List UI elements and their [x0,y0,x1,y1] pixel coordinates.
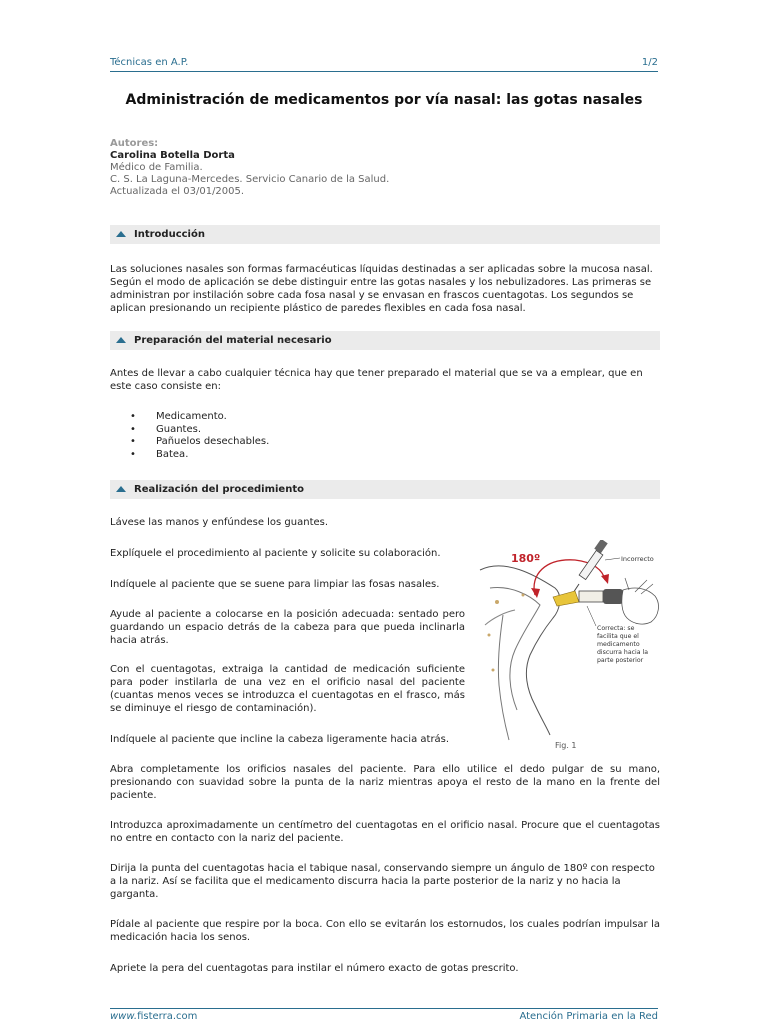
step-paragraph: Pídale al paciente que respire por la boca. Con ello se evitarán los estornudos, los cuales podrían impulsar la medicación hacia los senos. [110,919,660,943]
throat [498,615,509,740]
list-item: • Batea. [130,449,269,462]
section-title: Introducción [134,229,205,240]
step-paragraph: Ayude al paciente a colocarse en la posición adecuada: sentado pero guardando un espacio detrás de la cabeza para que pueda inclinarla hacia atrás. [110,609,465,646]
correct-label-line: medicamento [597,641,640,648]
step-paragraph: Abra completamente los orificios nasales del paciente. Para ello utilice el dedo pulgar de su mano, presionando con suavidad sobre la punta de la nariz mientras apoya el resto de la mano en la frente del paciente. [110,764,660,801]
section-header-procedimiento [110,480,660,499]
updated-date: Actualizada el 03/01/2005. [110,186,245,197]
nasal-cavity [490,587,540,710]
page-title: Administración de medicamentos por vía nasal: las gotas nasales [125,92,643,108]
page-number: 1/2 [641,57,658,68]
author-role: Médico de Familia. [110,162,203,173]
step-paragraph: Dirija la punta del cuentagotas hacia el tabique nasal, conservando siempre un ángulo de 180º con respecto a la nariz. Así se facilita que el medicamento discurra hacia la parte posterior de la nariz y no hacia la garganta. [110,863,655,900]
site-link[interactable]: www.fisterra.com [110,1011,198,1022]
step-paragraph: Con el cuentagotas, extraiga la cantidad de medicación suficiente para poder instilarla de una vez en el orificio nasal del paciente (cuantas menos veces se introduzca el cuentagotas en el frasco, más se diminuye el riesgo de contaminación). [110,664,465,714]
figure-caption: Fig. 1 [555,741,577,750]
incorrect-label: Incorrecto [621,555,654,563]
author-center: C. S. La Laguna-Mercedes. Servicio Canario de la Salud. [110,174,390,185]
dropper-correct-icon [553,589,623,606]
section-header-introduccion [110,225,660,244]
section-title: Realización del procedimiento [134,484,304,495]
angle-label: 180º [511,552,541,565]
dropper-incorrect-icon [571,540,608,596]
intro-paragraph: Las soluciones nasales son formas farmacéuticas líquidas destinadas a ser aplicadas sobre la mucosa nasal. Según el modo de aplicación se debe distinguir entre las gotas nasales y los nebulizadores. Las primeras se administran por instilación sobre cada fosa nasal y se envasan en frascos cuentagotas. Los segundos se aplican presionando un recipiente plástico de paredes flexibles en cada fosa nasal. [110,264,653,314]
step-paragraph: Lávese las manos y enfúndese los guantes. [110,517,329,528]
page-footer [110,1008,658,1025]
correct-label-line: discurra hacia la [597,649,649,656]
nasal-drops-figure [475,540,665,755]
step-paragraph: Indíquele al paciente que incline la cabeza ligeramente hacia atrás. [110,734,450,745]
step-paragraph: Introduzca aproximadamente un centímetro del cuentagotas en el orificio nasal. Procure que el cuentagotas no entre en contacto con la nariz del paciente. [110,820,660,844]
authors-block [110,138,389,198]
collapse-triangle-icon[interactable] [116,231,126,237]
materials-list [130,411,269,461]
authors-label: Autores: [110,138,159,149]
step-paragraph: Explíquele el procedimiento al paciente y solicite su colaboración. [110,548,441,559]
footer-right: Atención Primaria en la Red [519,1011,658,1022]
header-left: Técnicas en A.P. [110,57,189,68]
step-paragraph: Apriete la pera del cuentagotas para instilar el número exacto de gotas prescrito. [110,963,519,974]
author-name: Carolina Botella Dorta [110,150,235,161]
correct-label-line: parte posterior [597,657,644,664]
correct-label-line: Correcta: se [597,625,635,632]
collapse-triangle-icon[interactable] [116,486,126,492]
list-item: • Pañuelos desechables. [130,436,269,449]
running-header [110,57,658,72]
head-outline [480,566,560,735]
prep-paragraph: Antes de llevar a cabo cualquier técnica hay que tener preparado el material que se va a emplear, que en este caso consiste en: [110,368,643,392]
list-item: • Guantes. [130,424,269,437]
section-title: Preparación del material necesario [134,335,332,346]
hand-icon [622,588,659,624]
list-item: • Medicamento. [130,411,269,424]
palate [485,610,515,625]
collapse-triangle-icon[interactable] [116,337,126,343]
svg-text:Correcta: se facilita que [597,625,650,664]
correct-label-line: facilita que el [597,633,639,640]
section-header-preparacion [110,331,660,350]
step-paragraph: Indíquele al paciente que se suene para limpiar las fosas nasales. [110,579,440,590]
